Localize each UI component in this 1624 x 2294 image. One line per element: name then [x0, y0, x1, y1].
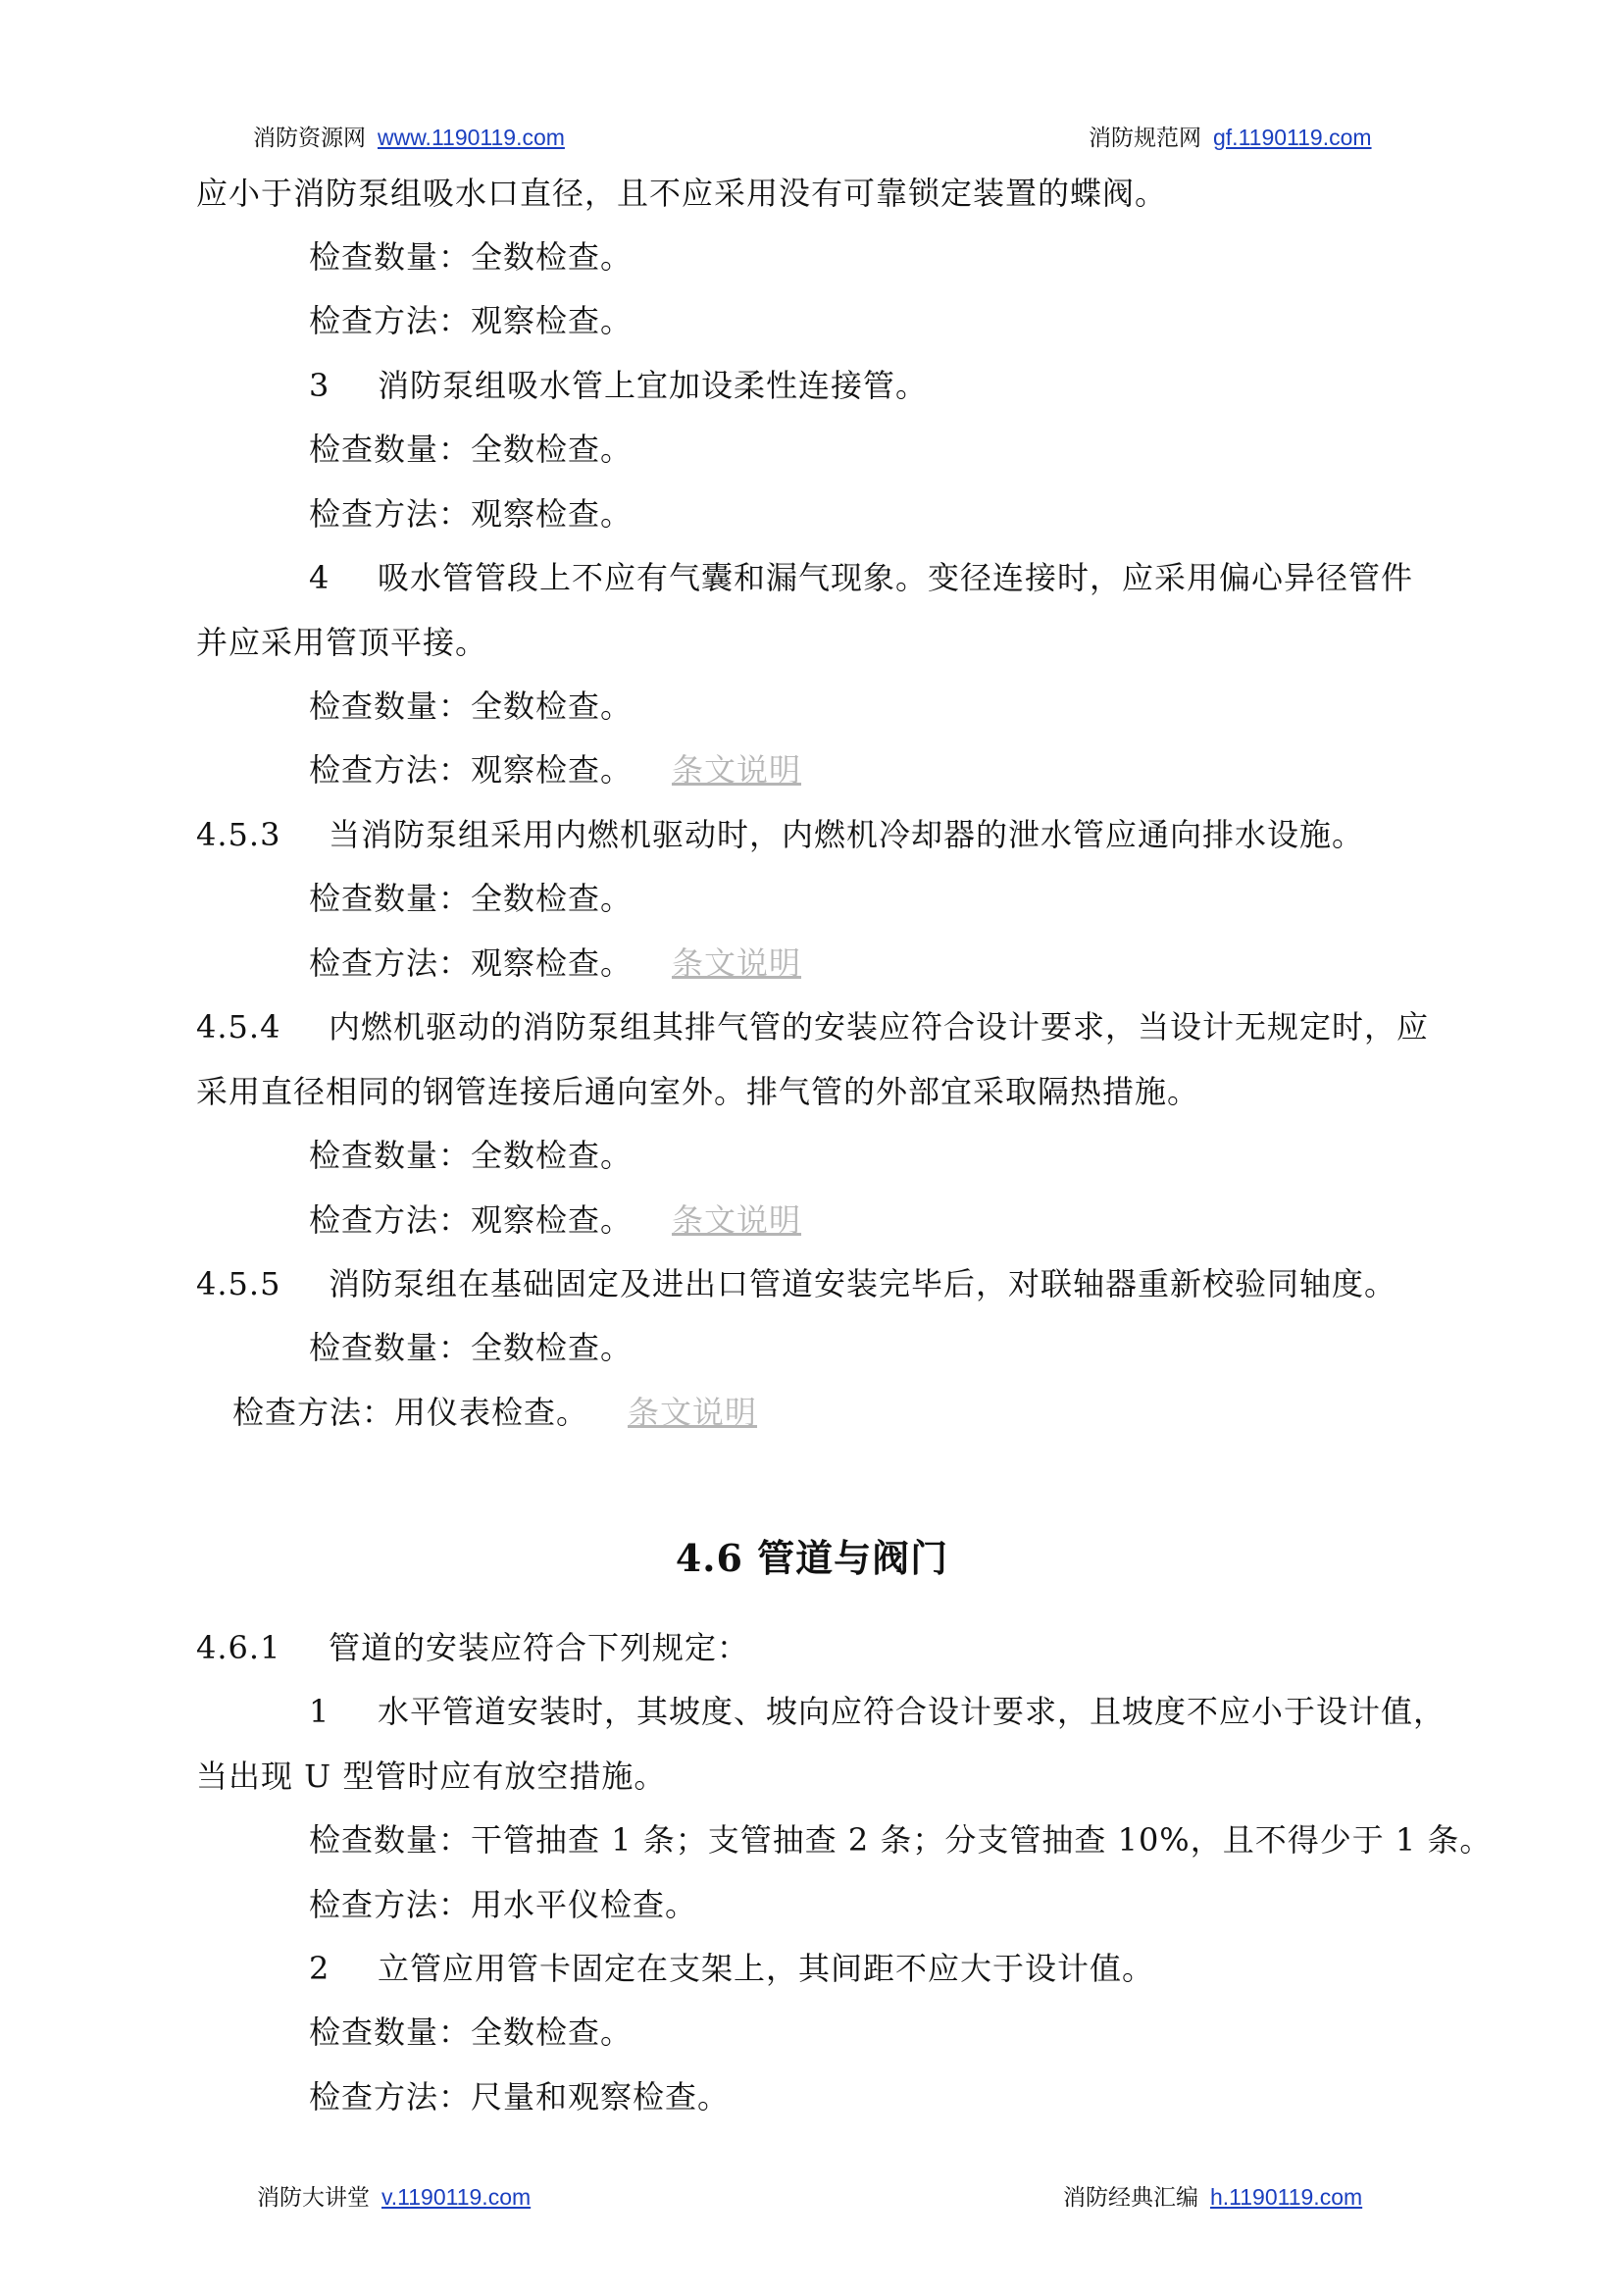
list-item — [309, 1949, 1154, 1988]
header-left — [253, 120, 565, 152]
clause-note-link[interactable]: 条文说明 — [672, 944, 802, 982]
item-number: 1 — [309, 1693, 330, 1730]
text-line-with-note — [309, 943, 801, 983]
text-line: 检查数量：全数检查。 — [309, 1329, 634, 1366]
text-line: 检查方法：观察检查。 — [309, 944, 634, 982]
text-line: 采用直径相同的钢管连接后通向室外。排气管的外部宜采取隔热措施。 — [196, 1073, 1200, 1110]
text-line: 检查方法：尺量和观察检查。 — [309, 2078, 731, 2116]
clause-note-link[interactable]: 条文说明 — [672, 1201, 802, 1239]
clause-text: 当消防泵组采用内燃机驱动时，内燃机冷却器的泄水管应通向排水设施。 — [329, 816, 1365, 853]
text-line: 当出现 U 型管时应有放空措施。 — [196, 1758, 667, 1795]
footer-right-link[interactable]: h.1190119.com — [1210, 2184, 1363, 2210]
clause-line — [196, 1264, 1396, 1303]
section-title: 4.6 管道与阀门 — [675, 1536, 949, 1580]
footer-right — [1063, 2179, 1362, 2212]
footer-left — [257, 2179, 531, 2212]
item-text: 吸水管管段上不应有气囊和漏气现象。变径连接时，应采用偏心异径管件 — [378, 559, 1414, 596]
clause-text: 内燃机驱动的消防泵组其排气管的安装应符合设计要求，当设计无规定时，应 — [329, 1008, 1430, 1045]
list-item — [309, 1692, 1446, 1731]
clause-note-link[interactable]: 条文说明 — [628, 1394, 758, 1431]
header-left-link[interactable]: www.1190119.com — [378, 125, 565, 150]
text-line: 检查数量：干管抽查 1 条；支管抽查 2 条；分支管抽查 10%，且不得少于 1 条。 — [309, 1821, 1493, 1859]
clause-text: 管道的安装应符合下列规定： — [329, 1629, 750, 1666]
text-line: 检查数量：全数检查。 — [309, 880, 634, 917]
clause-number: 4.5.4 — [196, 1008, 281, 1045]
text-line: 并应采用管顶平接。 — [196, 624, 488, 661]
text-line: 检查方法：用仪表检查。 — [232, 1394, 589, 1431]
header-left-label: 消防资源网 — [253, 125, 366, 150]
item-number: 2 — [309, 1950, 330, 1987]
text-line: 检查数量：全数检查。 — [309, 2014, 634, 2051]
list-item — [309, 558, 1413, 597]
footer-left-link[interactable]: v.1190119.com — [381, 2184, 532, 2210]
text-line: 检查方法：观察检查。 — [309, 751, 634, 789]
clause-line — [196, 1628, 749, 1667]
text-line: 应小于消防泵组吸水口直径，且不应采用没有可靠锁定装置的蝶阀。 — [196, 175, 1168, 212]
text-line-with-note — [232, 1393, 757, 1432]
clause-line — [196, 815, 1364, 854]
text-line: 检查数量：全数检查。 — [309, 688, 634, 725]
text-line: 检查数量：全数检查。 — [309, 1137, 634, 1174]
clause-line — [196, 1007, 1429, 1046]
clause-note-link[interactable]: 条文说明 — [672, 751, 802, 789]
header-right — [1089, 120, 1372, 152]
clause-number: 4.5.5 — [196, 1265, 281, 1302]
item-number: 4 — [309, 559, 330, 596]
item-text: 立管应用管卡固定在支架上，其间距不应大于设计值。 — [378, 1950, 1155, 1987]
text-line-with-note — [309, 1200, 801, 1240]
clause-number: 4.5.3 — [196, 816, 281, 853]
text-line: 检查数量：全数检查。 — [309, 238, 634, 276]
text-line: 检查方法：观察检查。 — [309, 495, 634, 533]
item-text: 消防泵组吸水管上宜加设柔性连接管。 — [378, 367, 929, 404]
header-right-label: 消防规范网 — [1089, 125, 1201, 150]
item-number: 3 — [309, 367, 330, 404]
footer-left-label: 消防大讲堂 — [257, 2184, 370, 2210]
header-right-link[interactable]: gf.1190119.com — [1213, 125, 1372, 150]
text-line: 检查数量：全数检查。 — [309, 431, 634, 468]
clause-number: 4.6.1 — [196, 1629, 281, 1666]
text-line-with-note — [309, 750, 801, 790]
text-line: 检查方法：用水平仪检查。 — [309, 1886, 698, 1923]
clause-text: 消防泵组在基础固定及进出口管道安装完毕后，对联轴器重新校验同轴度。 — [329, 1265, 1397, 1302]
list-item — [309, 366, 928, 405]
footer-right-label: 消防经典汇编 — [1063, 2184, 1198, 2210]
text-line: 检查方法：观察检查。 — [309, 302, 634, 339]
item-text: 水平管道安装时，其坡度、坡向应符合设计要求，且坡度不应小于设计值， — [378, 1693, 1446, 1730]
text-line: 检查方法：观察检查。 — [309, 1201, 634, 1239]
